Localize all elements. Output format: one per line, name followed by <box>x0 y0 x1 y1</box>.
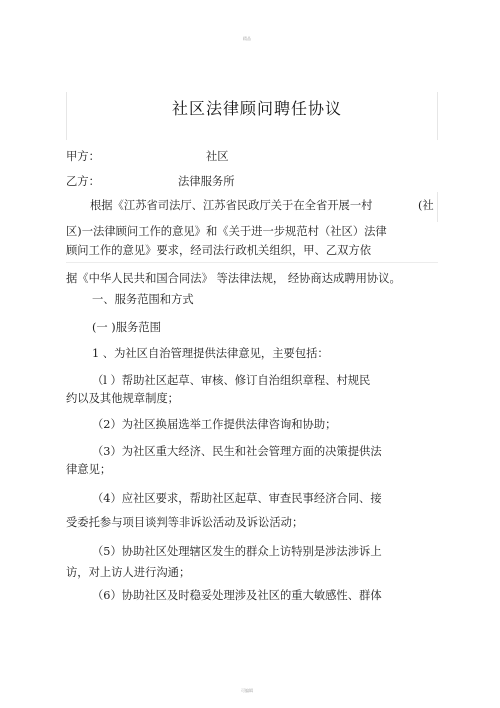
clause-4-line-1: （4）应社区要求，帮助社区起草、审查民事经济合同、接 <box>92 492 382 505</box>
clause-5-line-1: （5）协助社区处理辖区发生的群众上访特别是涉法涉诉上 <box>92 545 382 558</box>
intro-line-1-tail: (社 <box>418 199 434 212</box>
party-b-label: 乙方： <box>66 175 100 188</box>
intro-separator <box>66 262 438 263</box>
clause-1-line-2: 约以及其他规章制度； <box>66 392 179 405</box>
clause-1-line-1: （l ）帮助社区起草、审核、修订自治组织章程、村规民 <box>92 374 371 387</box>
party-a-value: 社区 <box>206 150 229 163</box>
clause-6-line-1: （6）协助社区及时稳妥处理涉及社区的重大敏感性、群体 <box>92 589 382 602</box>
clause-2: （2）为社区换届选举工作提供法律咨询和协助； <box>92 418 337 431</box>
item-1: 1 、为社区自治管理提供法律意见，主要包括： <box>92 347 329 360</box>
clause-3-line-1: （3）为社区重大经济、民生和社会管理方面的决策提供法 <box>92 445 382 458</box>
intro-line-1: 根据《江苏省司法厅、江苏省民政厅关于在全省开展一村 <box>90 199 373 212</box>
left-rule <box>66 92 67 140</box>
right-rule-lower <box>437 192 438 222</box>
right-rule <box>437 92 438 140</box>
party-b-value: 法律服务所 <box>178 175 235 188</box>
header-mark: 精品 <box>243 36 251 41</box>
clause-5-line-2: 访，对上访人进行沟通； <box>66 566 191 579</box>
clause-3-line-2: 律意见； <box>66 463 112 476</box>
footer-mark: 可编辑 <box>241 688 253 693</box>
clause-4-line-2: 受委托参与项目谈判等非诉讼活动及诉讼活动； <box>66 516 304 529</box>
intro-line-2: 区)一法律顾问工作的意见》和《关于进一步规范村（社区）法律 <box>66 225 387 238</box>
section-heading: 一、服务范围和方式 <box>92 293 194 306</box>
intro-line-4: 据《中华人民共和国合同法》 等法律法规， 经协商达成聘用协议。 <box>66 272 401 285</box>
party-a-label: 甲方： <box>66 150 100 163</box>
intro-line-3: 顾问工作的意见》要求，经司法行政机关组织，甲、乙双方依 <box>66 244 372 257</box>
subsection-heading: (一 )服务范围 <box>92 321 161 334</box>
page-title: 社区法律顾问聘任协议 <box>172 99 343 118</box>
